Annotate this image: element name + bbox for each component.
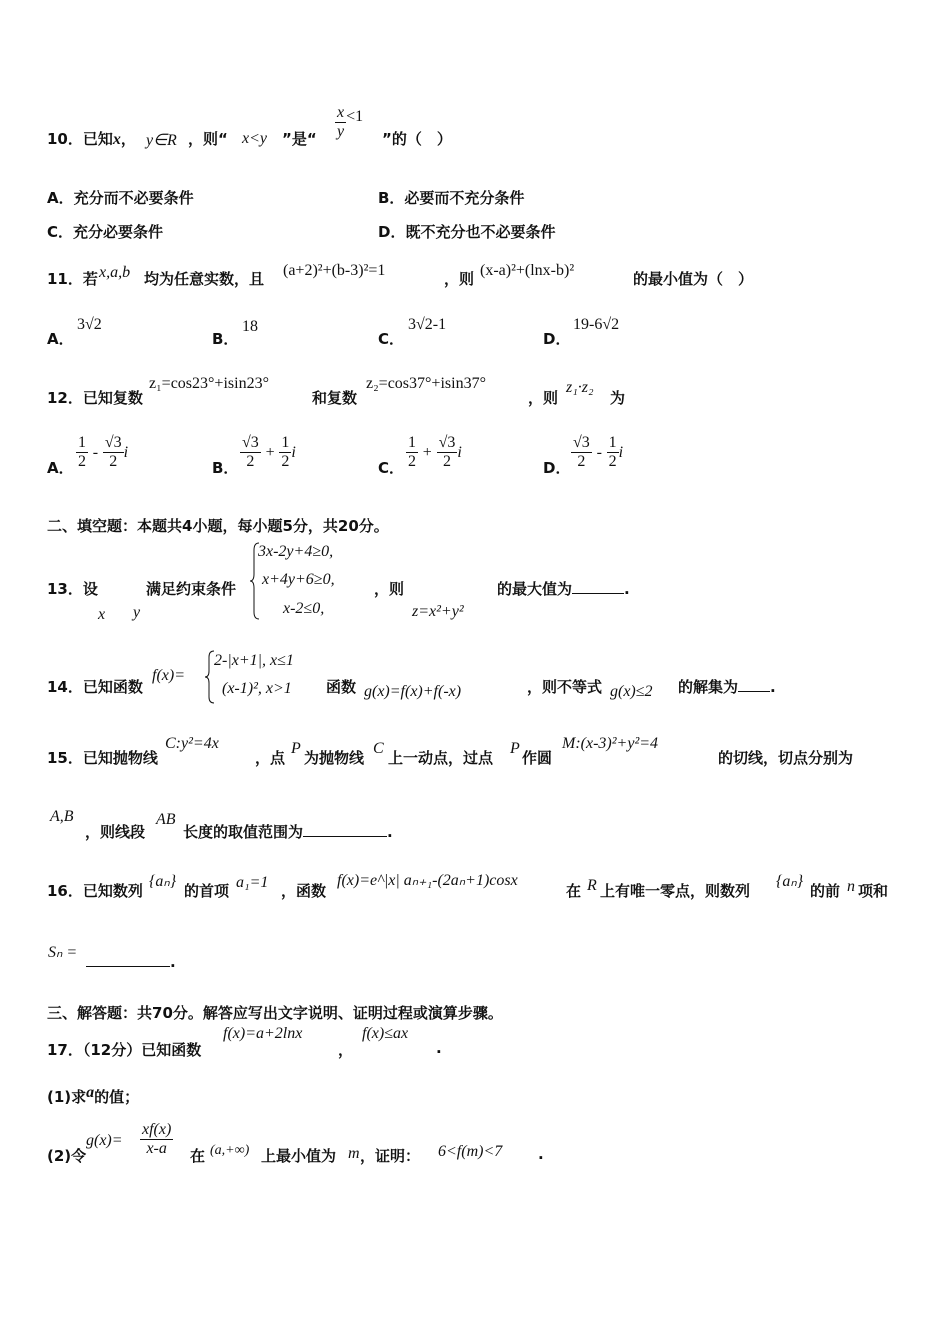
q16-R: R: [587, 877, 597, 894]
q10-option-c: C．充分必要条件: [47, 223, 164, 241]
q15-parabola: C:y²=4x: [165, 735, 219, 752]
q15-stem-d: 上一动点，过点: [388, 749, 494, 767]
q11-option-b-label: B．: [212, 330, 239, 348]
q13-stem-b: 满足约束条件: [146, 580, 237, 598]
q16-stem-e: 上有唯一零点，则数列: [600, 882, 751, 900]
q10-stem-b: ，则“: [188, 130, 228, 148]
q14-stem-b: 函数: [326, 678, 357, 696]
q17-function: f(x)=a+2lnx: [223, 1025, 303, 1042]
q12-stem-b: 和复数: [312, 389, 358, 407]
q10-yR: y∈R: [146, 132, 177, 149]
section-2-heading: 二、填空题：本题共4小题，每小题5分，共20分。: [47, 517, 389, 535]
q17-stem: 17．（12分）已知函数: [47, 1041, 202, 1059]
q12-option-a-label: A．: [47, 459, 74, 477]
q17-interval: (a,+∞): [210, 1143, 250, 1158]
q11-option-a: 3√2: [77, 316, 102, 333]
q16-stem-d: 在: [566, 882, 582, 900]
q12-z2: z₂=cos37°+isin37°: [366, 375, 486, 392]
q12-stem-c: ，则: [528, 389, 559, 407]
q15-stem-e: 作圆: [522, 749, 553, 767]
q10-option-a: A．充分而不必要条件: [47, 189, 194, 207]
q13-constraint-2: x+4y+6≥0,: [262, 571, 335, 588]
q13-stem: 13．设: [47, 580, 98, 598]
q15-stem-b: ，点: [255, 749, 286, 767]
q11-stem: 11．若: [47, 270, 98, 288]
q14-stem-c: ，则不等式: [527, 678, 603, 696]
q13-stem-d: 的最大值为 .: [497, 580, 630, 598]
q13-x: x: [98, 606, 106, 623]
q15-P2: P: [510, 740, 520, 757]
q15-stem-h: 长度的取值范围为 .: [183, 823, 393, 841]
q14-stem-d: 的解集为 .: [678, 678, 776, 696]
section-3-heading: 三、解答题：共70分。解答应写出文字说明、证明过程或演算步骤。: [47, 1004, 503, 1022]
q15-segment: AB: [156, 811, 176, 828]
q12-z1: z₁=cos23°+isin23°: [149, 375, 269, 392]
q14-fx: f(x)=: [152, 667, 185, 684]
q15-P: P: [291, 740, 301, 757]
q13-constraint-1: 3x-2y+4≥0,: [258, 543, 334, 560]
q10-fraction: $\frac{x}{y}$ <1: [337, 104, 364, 140]
q11-option-a-label: A．: [47, 330, 74, 348]
q16-n: n: [847, 878, 855, 895]
q17-part-1: (1)求a的值；: [47, 1084, 140, 1106]
q10-stem-d: ”的（ ）: [382, 130, 452, 148]
question-number: 10．: [47, 130, 83, 148]
q12-option-b-label: B．: [212, 459, 239, 477]
q11-option-c-label: C．: [378, 330, 405, 348]
q11-expression: (x-a)²+(lnx-b)²: [480, 262, 575, 279]
q13-y: y: [133, 604, 141, 621]
q15-AB: A,B: [50, 808, 74, 825]
q13-objective: z=x²+y²: [412, 603, 464, 620]
q15-stem: 15．已知抛物线: [47, 749, 158, 767]
q16-sequence-2: {aₙ}: [776, 873, 804, 890]
q17-m: m: [348, 1145, 360, 1162]
q12-stem-d: 为: [610, 389, 626, 407]
q11-stem-d: 的最小值为（ ）: [633, 270, 754, 288]
q10-cond1: x<y: [242, 130, 267, 147]
q10-stem: 10．已知x，: [47, 130, 136, 148]
q16-stem: 16．已知数列: [47, 882, 143, 900]
q11-equation: (a+2)²+(b-3)²=1: [283, 262, 386, 279]
q17-comma: ，: [338, 1041, 354, 1059]
q15-stem-g: ，则线段: [85, 823, 146, 841]
q17-part-2: (2)令: [47, 1147, 87, 1165]
q16-blank: .: [86, 952, 176, 971]
q16-stem-f: 的前: [810, 882, 841, 900]
q16-function: f(x)=e^|x| aₙ₊₁-(2aₙ+1)cosx: [337, 872, 518, 889]
answer-blank[interactable]: [738, 677, 770, 692]
q11-vars: x,a,b: [99, 264, 131, 281]
q15-stem-c: 为抛物线: [304, 749, 365, 767]
q11-option-b: 18: [242, 318, 258, 335]
q15-C: C: [373, 740, 384, 757]
q17-part-2-b: 在: [190, 1147, 206, 1165]
q13-constraint-3: x-2≤0,: [283, 600, 325, 617]
q12-option-d-label: D．: [543, 459, 571, 477]
q12-stem: 12．已知复数: [47, 389, 143, 407]
q14-piece-2: (x-1)², x>1: [222, 680, 292, 697]
answer-blank[interactable]: [572, 579, 624, 594]
q13-stem-c: ，则: [374, 580, 405, 598]
q17-part-2-d: ，证明：: [360, 1147, 421, 1165]
q14-stem: 14．已知函数: [47, 678, 143, 696]
q17-part-2-c: 上最小值为: [261, 1147, 337, 1165]
q12-product: z₁·z₂: [566, 379, 594, 396]
q16-stem-g: 项和: [858, 882, 889, 900]
q12-option-c: $\frac{1}{2}$ + $\frac{√3}{2}$ i: [408, 434, 462, 470]
q10-stem-c: ”是“: [282, 130, 317, 148]
q15-circle: M:(x-3)²+y²=4: [562, 735, 659, 752]
answer-blank[interactable]: [303, 822, 387, 837]
q17-gx: g(x)=: [86, 1132, 123, 1149]
q16-sequence: {aₙ}: [149, 873, 177, 890]
q16-Sn: Sₙ =: [48, 944, 78, 961]
q10-option-b: B．必要而不充分条件: [378, 189, 525, 207]
q16-a1: a₁=1: [236, 874, 269, 891]
q10-option-d: D．既不充分也不必要条件: [378, 223, 556, 241]
q17-conclusion: 6<f(m)<7: [438, 1143, 503, 1160]
q17-g-fraction: $\frac{xf(x)}{x-a}$: [142, 1121, 172, 1157]
q12-option-b: $\frac{√3}{2}$ + $\frac{1}{2}$ i: [242, 434, 296, 470]
q15-stem-f: 的切线，切点分别为: [718, 749, 854, 767]
q14-inequality: g(x)≤2: [610, 683, 653, 700]
q11-stem-c: ，则: [444, 270, 475, 288]
q11-option-d-label: D．: [543, 330, 571, 348]
q11-stem-b: 均为任意实数，且: [144, 270, 265, 288]
q17-inequality: f(x)≤ax: [362, 1025, 409, 1042]
q17-end: .: [436, 1039, 442, 1057]
q11-option-c: 3√2-1: [408, 316, 447, 333]
q12-option-d: $\frac{√3}{2}$ - $\frac{1}{2}$ i: [573, 434, 624, 470]
q14-piece-1: 2-|x+1|, x≤1: [214, 652, 294, 669]
q17-end-2: .: [538, 1145, 544, 1163]
q16-stem-c: ，函数: [281, 882, 327, 900]
answer-blank[interactable]: [86, 952, 170, 967]
q12-option-a: $\frac{1}{2}$ - $\frac{√3}{2}$ i: [78, 434, 129, 470]
q11-option-d: 19-6√2: [573, 316, 620, 333]
q16-stem-b: 的首项: [184, 882, 230, 900]
q14-gx: g(x)=f(x)+f(-x): [364, 683, 462, 700]
q12-option-c-label: C．: [378, 459, 405, 477]
